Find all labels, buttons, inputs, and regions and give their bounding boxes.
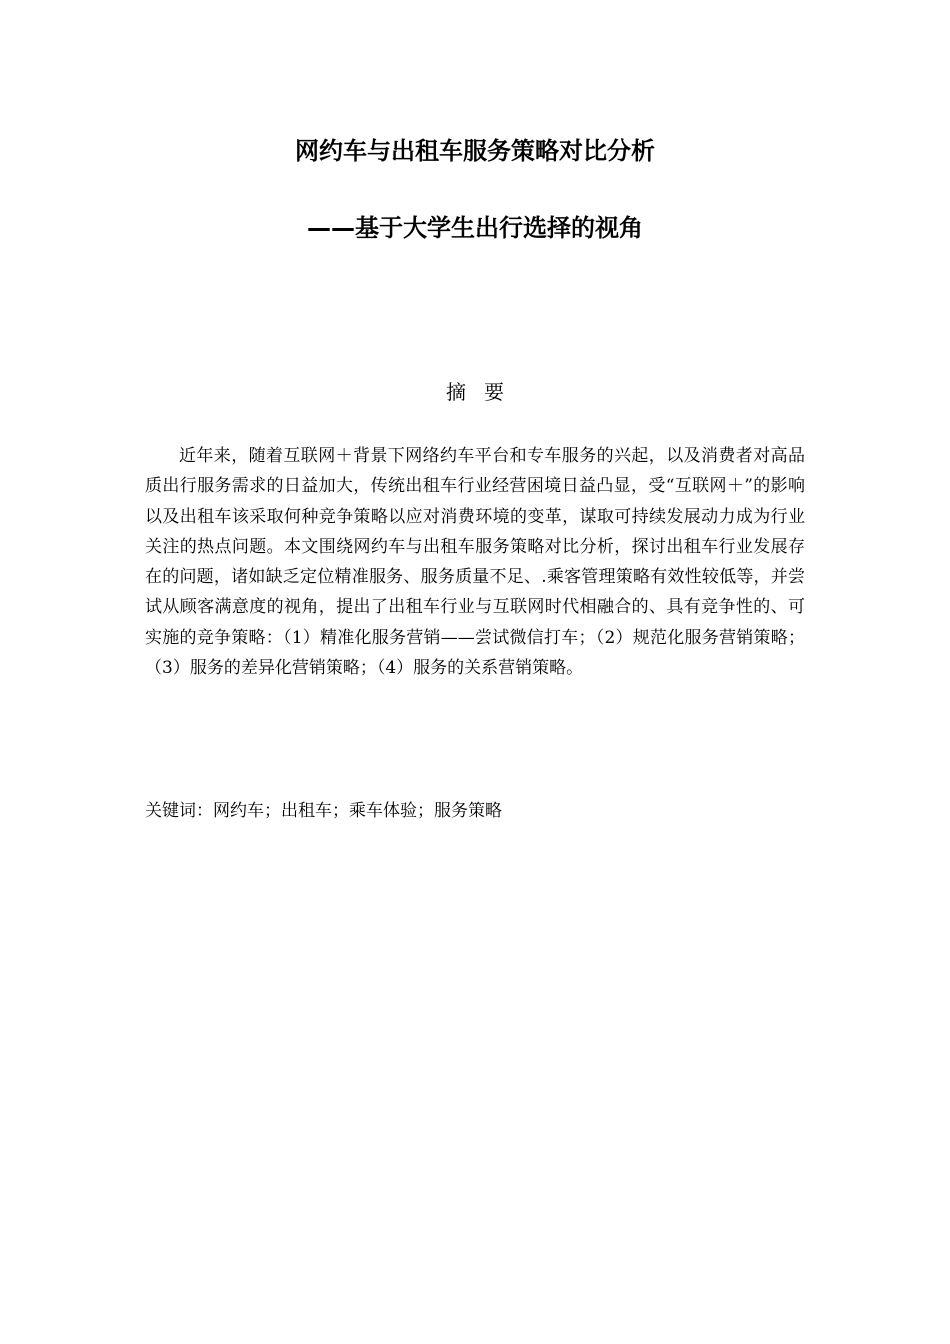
abstract-heading: 摘要 bbox=[446, 380, 522, 404]
document-subtitle: ——基于大学生出行选择的视角 bbox=[307, 214, 643, 242]
keywords-line: 关键词：网约车；出租车；乘车体验；服务策略 bbox=[145, 801, 502, 821]
abstract-body: 近年来，随着互联网＋背景下网络约车平台和专车服务的兴起，以及消费者对高品质出行服务需求的日益加大，传统出租车行业经营困境日益凸显，受“互联网＋”的影响以及出租车该采取何种竞争策略以应对消费环境的变革，谋取可持续发展动力成为行业关注的热点问题。本文围绕网约车与出租车服务策略对比分析，探讨出租车行业发展存在的问题，诸如缺乏定位精准服务、服务质量不足、.乘客管理策略有效性较低等，并尝试从顾客满意度的视角，提出了出租车行业与互联网时代相融合的、具有竞争性的、可实施的竞争策略：（1）精准化服务营销——尝试微信打车；（2）规范化服务营销策略；（3）服务的差异化营销策略；（4）服务的关系营销策略。 bbox=[145, 446, 805, 679]
document-title: 网约车与出租车服务策略对比分析 bbox=[295, 137, 655, 165]
